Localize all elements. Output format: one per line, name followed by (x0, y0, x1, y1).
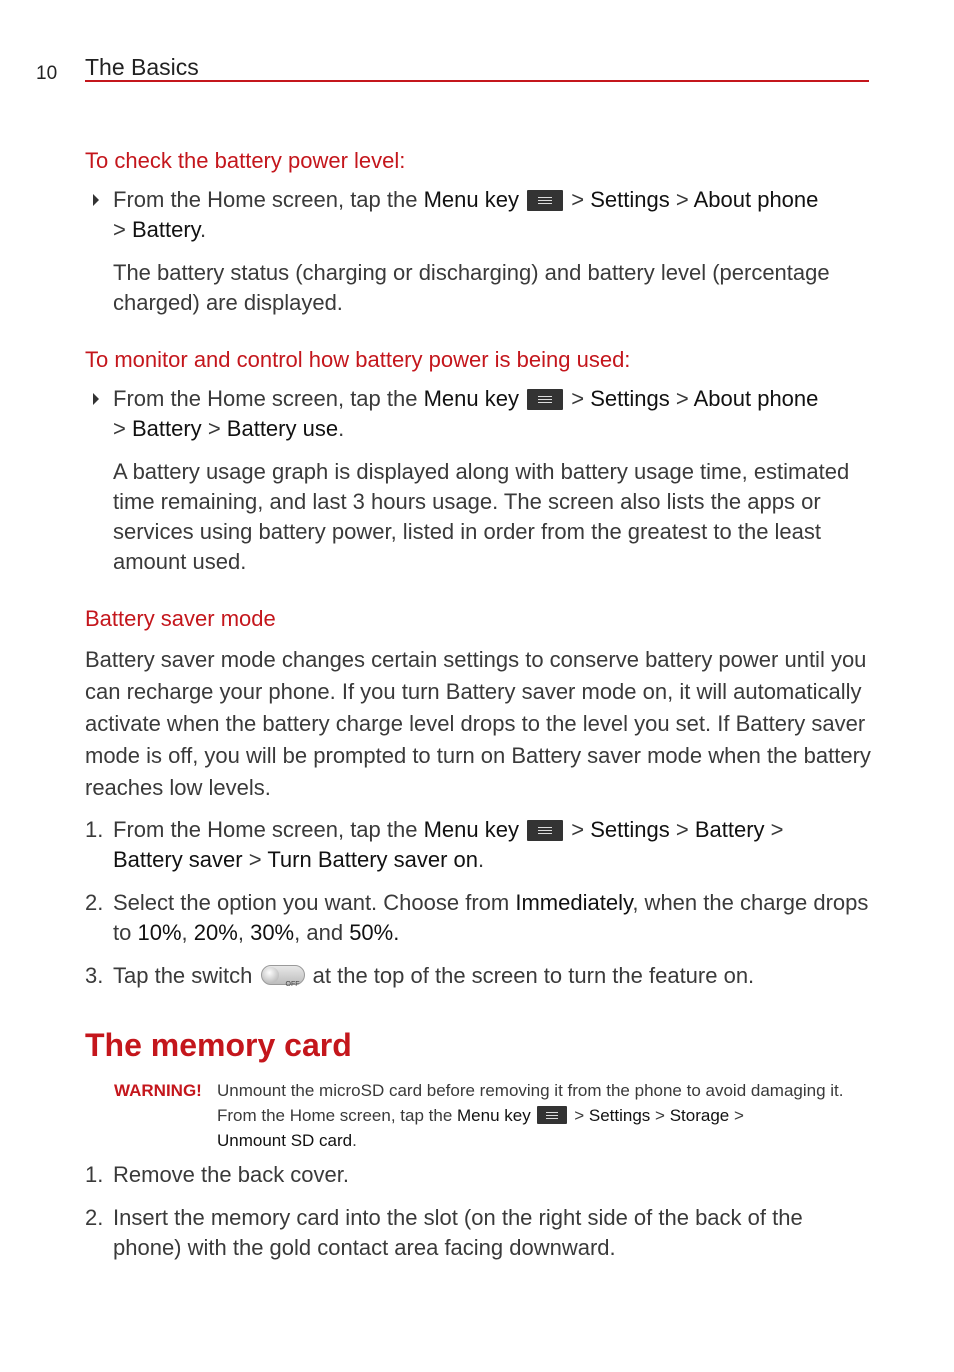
menu-key-icon (537, 1106, 567, 1124)
section-title: The Basics (85, 54, 199, 80)
battery-saver-intro: Battery saver mode changes certain settings to conserve battery power until you can recharge your phone. If you turn Battery saver mode on, it will automatically activate when the battery charge level drops to the level you set. If Battery saver mode is off, you will be prompted to turn on Battery saver mode when the battery reaches low levels. (85, 647, 871, 800)
menu-key-icon (527, 389, 563, 410)
warning-text: Unmount the microSD card before removing it from the phone to avoid damaging it. From the Home screen, tap the Menu key > Settings > Storage > Unmount SD card. (217, 1081, 844, 1150)
check-battery-heading: To check the battery power level: (85, 148, 406, 173)
page-number: 10 (36, 63, 58, 84)
menu-key-icon (527, 820, 563, 841)
battery-saver-heading: Battery saver mode (85, 606, 276, 631)
check-battery-description: The battery status (charging or discharging) and battery level (percentage charged) are displayed. (113, 260, 830, 315)
check-battery-step-text: From the Home screen, tap the Menu key > Settings > About phone > Battery. (113, 187, 819, 242)
menu-key-label: Menu key (423, 187, 519, 212)
bullet-arrow-icon (93, 393, 99, 405)
memory-card-title: The memory card (85, 1027, 352, 1063)
menu-key-icon (527, 190, 563, 211)
toggle-switch-icon: OFF (261, 965, 305, 985)
warning-label: WARNING! (114, 1081, 202, 1100)
bullet-arrow-icon (93, 194, 99, 206)
header-divider (85, 80, 869, 82)
monitor-battery-heading: To monitor and control how battery power is being used: (85, 347, 631, 372)
monitor-battery-description: A battery usage graph is displayed along with battery usage time, estimated time remaining, and last 3 hours usage. The screen also lists the apps or services using battery power, listed in order from the greatest to the least amount used. (113, 459, 850, 574)
monitor-battery-step-text: From the Home screen, tap the Menu key > Settings > About phone > Battery > Battery use. (113, 386, 819, 441)
